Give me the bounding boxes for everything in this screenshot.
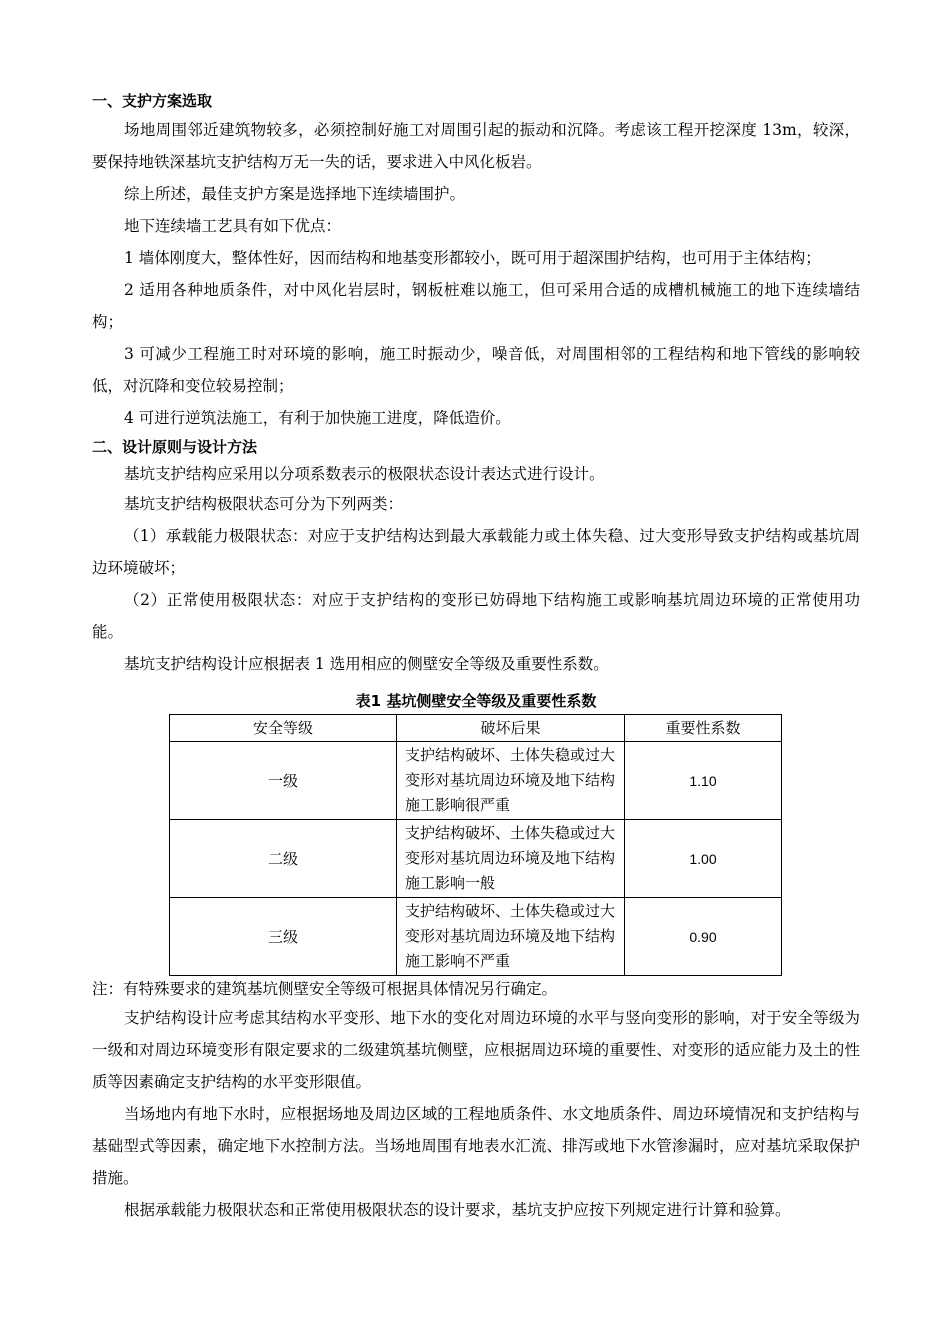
- list-item: 1 墙体刚度大，整体性好，因而结构和地基变形都较小，既可用于超深围护结构，也可用于主体结构；: [124, 249, 821, 267]
- paragraph: 当场地内有地下水时，应根据场地及周边区域的工程地质条件、水文地质条件、周边环境情况和支护结构与基础型式等因素，确定地下水控制方法。当场地周围有地表水汇流、排泻或地下水管渗漏时，应对基坑采取保护措施。: [92, 1105, 860, 1187]
- safety-level-cell: 二级: [170, 820, 397, 898]
- paragraph: 基坑支护结构极限状态可分为下列两类：: [124, 495, 404, 513]
- document-body: [92, 88, 860, 1226]
- consequence-cell: 支护结构破坏、土体失稳或过大变形对基坑周边环境及地下结构施工影响很严重: [397, 742, 625, 820]
- paragraph: 基坑支护结构应采用以分项系数表示的极限状态设计表达式进行设计。: [124, 465, 605, 483]
- safety-level-cell: 三级: [170, 898, 397, 976]
- list-item: 2 适用各种地质条件，对中风化岩层时，钢板桩难以施工，但可采用合适的成槽机械施工的地下连续墙结构；: [92, 281, 860, 331]
- section-heading: 二、设计原则与设计方法: [92, 438, 258, 456]
- section-support-scheme: [92, 88, 860, 434]
- list-item: 3 可减少工程施工时对环境的影响，施工时振动少，噪音低，对周围相邻的工程结构和地下管线的影响较低，对沉降和变位较易控制；: [92, 345, 860, 395]
- consequence-cell: 支护结构破坏、土体失稳或过大变形对基坑周边环境及地下结构施工影响不严重: [397, 898, 625, 976]
- paragraph: 综上所述，最佳支护方案是选择地下连续墙围护。: [124, 185, 466, 203]
- list-item: （2）正常使用极限状态：对应于支护结构的变形已妨碍地下结构施工或影响基坑周边环境的正常使用功能。: [92, 591, 860, 641]
- safety-level-cell: 一级: [170, 742, 397, 820]
- table-note: 注：有特殊要求的建筑基坑侧壁安全等级可根据具体情况另行确定。: [92, 980, 558, 998]
- consequence-cell: 支护结构破坏、土体失稳或过大变形对基坑周边环境及地下结构施工影响一般: [397, 820, 625, 898]
- table-row: [170, 742, 782, 820]
- paragraph: 支护结构设计应考虑其结构水平变形、地下水的变化对周边环境的水平与竖向变形的影响，对于安全等级为一级和对周边环境变形有限定要求的二级建筑基坑侧壁，应根据周边环境的重要性、对变形的适应能力及土的性质等因素确定支护结构的水平变形限值。: [92, 1009, 860, 1091]
- list-item: （1）承载能力极限状态：对应于支护结构达到最大承载能力或土体失稳、过大变形导致支护结构或基坑周边环境破坏；: [92, 527, 860, 577]
- coefficient-cell: 1.00: [625, 820, 782, 898]
- table-row: [170, 898, 782, 976]
- column-header: 重要性系数: [625, 715, 782, 742]
- section-heading: 一、支护方案选取: [92, 92, 213, 110]
- paragraph: 基坑支护结构设计应根据表 1 选用相应的侧壁安全等级及重要性系数。: [124, 655, 609, 673]
- table-caption: 表1 基坑侧壁安全等级及重要性系数: [355, 692, 597, 710]
- coefficient-cell: 0.90: [625, 898, 782, 976]
- section-after-table: [92, 1002, 860, 1226]
- list-item: 4 可进行逆筑法施工，有利于加快施工进度，降低造价。: [124, 409, 511, 427]
- coefficient-cell: 1.10: [625, 742, 782, 820]
- paragraph: 根据承载能力极限状态和正常使用极限状态的设计要求，基坑支护应按下列规定进行计算和验算。: [124, 1201, 791, 1219]
- safety-level-table: [169, 714, 782, 976]
- paragraph: 场地周围邻近建筑物较多，必须控制好施工对周围引起的振动和沉降。考虑该工程开挖深度 13m，较深，要保持地铁深基坑支护结构万无一失的话，要求进入中风化板岩。: [92, 121, 860, 171]
- section-design-principles: [92, 434, 860, 680]
- paragraph: 地下连续墙工艺具有如下优点：: [124, 217, 342, 235]
- table-header-row: [170, 715, 782, 742]
- column-header: 安全等级: [170, 715, 397, 742]
- column-header: 破坏后果: [397, 715, 625, 742]
- table-row: [170, 820, 782, 898]
